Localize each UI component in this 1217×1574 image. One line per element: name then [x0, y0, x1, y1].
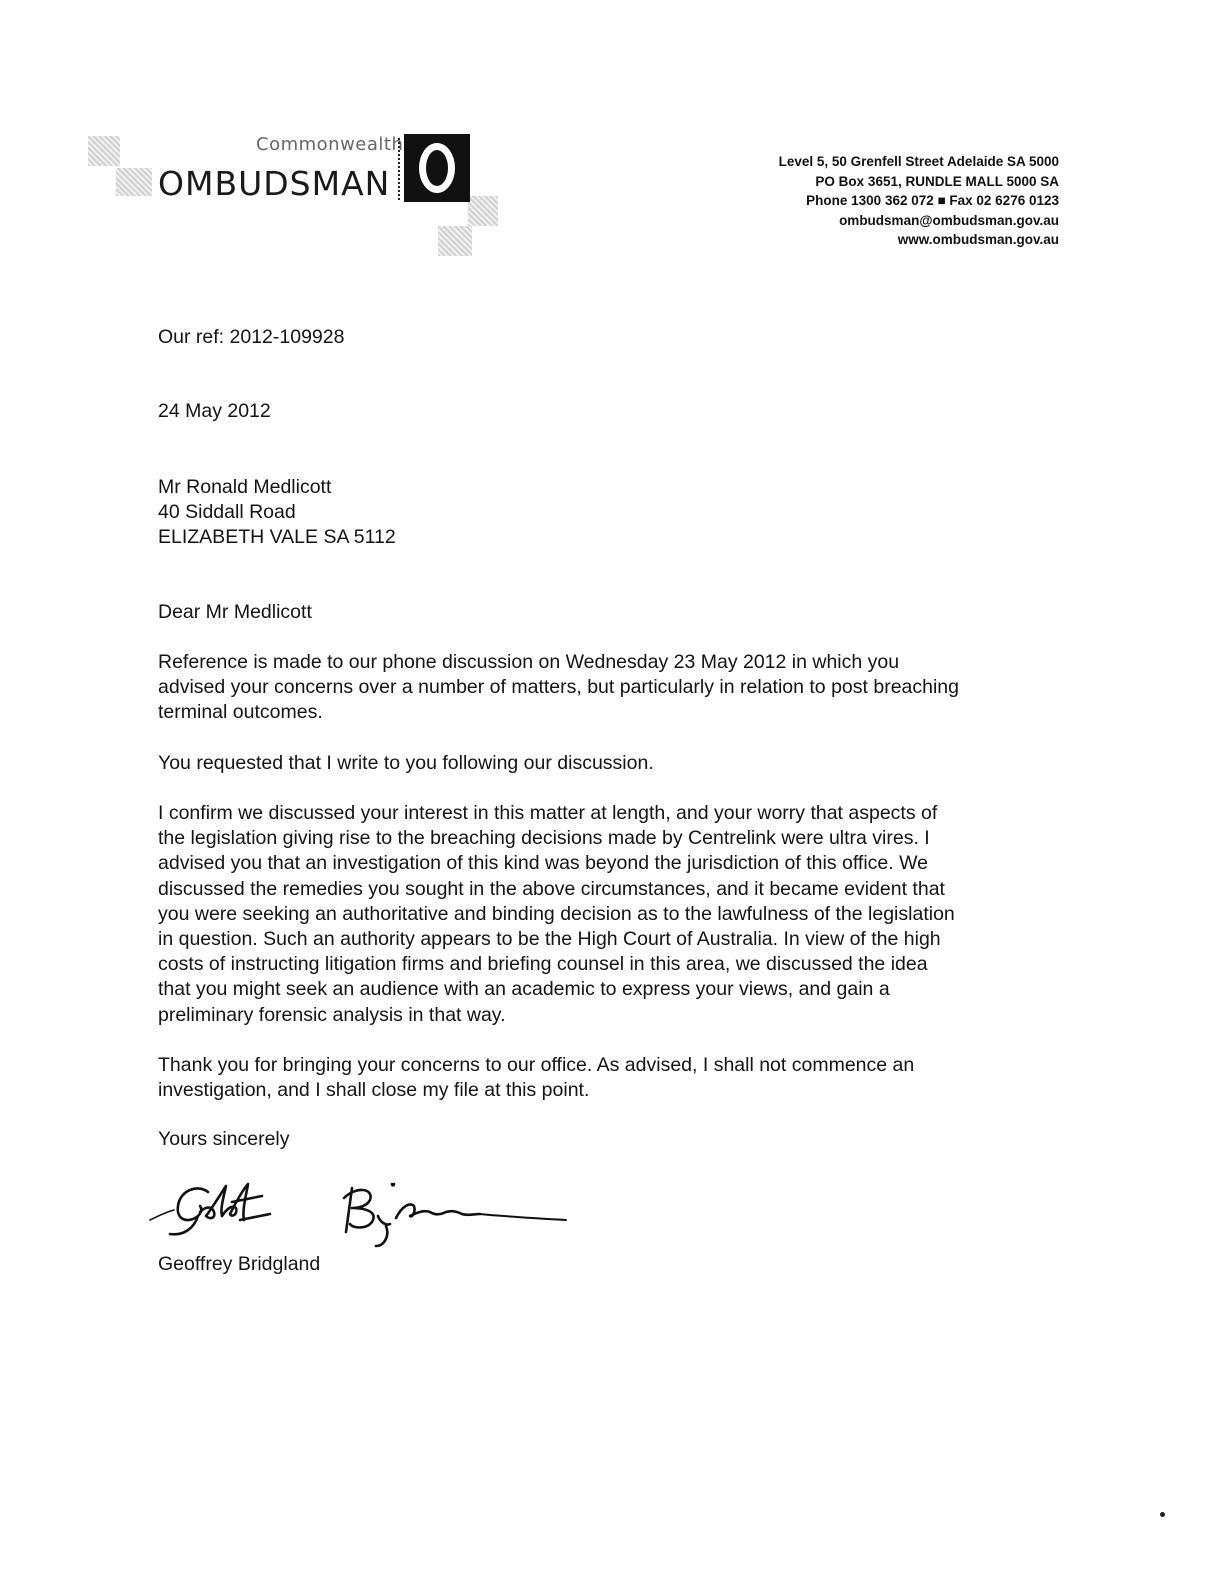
- logo-speckle: [468, 196, 498, 226]
- paragraph-line: advised you that an investigation of this kind was beyond the jurisdiction of this office. We: [158, 852, 928, 875]
- paragraph-2: You requested that I write to you following our discussion.: [158, 752, 654, 774]
- logo-divider: [398, 138, 400, 200]
- paragraph-line: advised your concerns over a number of matters, but particularly in relation to post breaching: [158, 676, 959, 699]
- logo-speckle: [116, 168, 152, 196]
- sender-address: [779, 152, 1059, 250]
- logo-speckle: [438, 226, 472, 256]
- paragraph-line: in question. Such an authority appears to be the High Court of Australia. In view of the high: [158, 928, 941, 951]
- our-reference: Our ref: 2012-109928: [158, 326, 345, 348]
- paragraph-line: Thank you for bringing your concerns to our office. As advised, I shall not commence an: [158, 1054, 915, 1076]
- ombudsman-logo: [88, 132, 508, 262]
- paragraph-line: I confirm we discussed your interest in this matter at length, and your worry that aspects of: [158, 802, 938, 824]
- paragraph-line: Reference is made to our phone discussion on Wednesday 23 May 2012 in which you: [158, 651, 900, 673]
- ombudsman-o-icon: [404, 134, 470, 202]
- logo-speckle: [88, 136, 120, 166]
- paragraph-line: costs of instructing litigation firms and briefing counsel in this area, we discussed the idea: [158, 953, 928, 976]
- paragraph-line: investigation, and I shall close my file at this point.: [158, 1079, 590, 1102]
- address-line: www.ombudsman.gov.au: [897, 232, 1059, 247]
- recipient-address: [158, 475, 1068, 551]
- paragraph-1: [158, 650, 1068, 726]
- logo-ombudsman-text: OMBUDSMAN: [158, 164, 391, 203]
- address-line: Level 5, 50 Grenfell Street Adelaide SA 5000: [778, 154, 1059, 169]
- handwritten-signature: [140, 1162, 580, 1252]
- paragraph-line: you were seeking an authoritative and binding decision as to the lawfulness of the legislation: [158, 902, 955, 925]
- paragraph-line: the legislation giving rise to the breaching decisions made by Centrelink were ultra vires. I: [158, 827, 930, 850]
- paragraph-3: [158, 801, 1068, 1028]
- paragraph-4: [158, 1053, 1068, 1103]
- paragraph-line: preliminary forensic analysis in that way.: [158, 1003, 506, 1026]
- o-ring-shape: [419, 143, 455, 193]
- signer-name: Geoffrey Bridgland: [158, 1253, 321, 1275]
- paragraph-line: discussed the remedies you sought in the above circumstances, and it became evident that: [158, 877, 945, 900]
- paragraph-line: that you might seek an audience with an academic to express your views, and gain a: [158, 978, 890, 1001]
- closing: Yours sincerely: [158, 1128, 290, 1150]
- address-line: ombudsman@ombudsman.gov.au: [839, 212, 1059, 228]
- recipient-line: 40 Siddall Road: [158, 501, 296, 524]
- salutation: Dear Mr Medlicott: [158, 601, 312, 623]
- address-line: Phone 1300 362 072 ■ Fax 02 6276 0123: [806, 193, 1059, 208]
- recipient-line: Mr Ronald Medlicott: [158, 476, 332, 498]
- address-line: PO Box 3651, RUNDLE MALL 5000 SA: [815, 173, 1059, 189]
- recipient-line: ELIZABETH VALE SA 5112: [158, 526, 396, 549]
- paragraph-line: terminal outcomes.: [158, 701, 323, 724]
- letter-date: 24 May 2012: [158, 400, 271, 422]
- logo-commonwealth-text: Commonwealth: [256, 134, 404, 155]
- scan-mark: [1160, 1512, 1165, 1517]
